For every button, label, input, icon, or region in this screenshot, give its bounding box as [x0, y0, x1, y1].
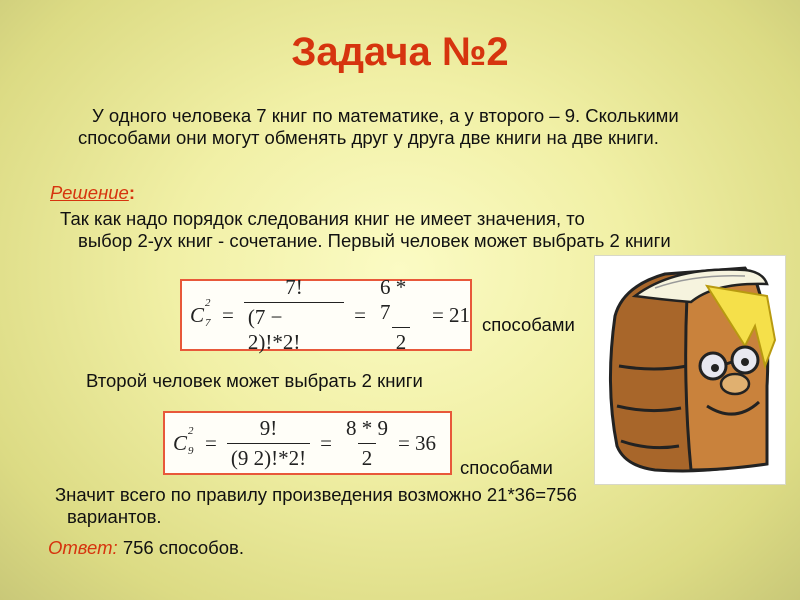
fraction-product: $\frac{6 * 7}{2}$	[376, 275, 426, 355]
equals-sign: =	[205, 430, 217, 455]
problem-statement	[78, 105, 768, 149]
ways-label-2: способами	[460, 457, 553, 478]
fraction-factorial: $\frac{7!}{(7 - 2)!*2!}$	[244, 275, 344, 355]
solution-label: Решение	[50, 182, 129, 203]
equals-sign: =	[222, 302, 234, 327]
ways-label-1: способами	[482, 314, 575, 335]
formula-result: = 36	[397, 430, 437, 455]
solution-heading	[50, 182, 135, 204]
conclusion-text	[55, 484, 745, 528]
formula-box-2	[163, 411, 452, 475]
book-character-icon	[594, 255, 786, 485]
answer-text: 756 способов.	[117, 537, 244, 558]
solution-line-rest: выбор 2-ух книг - сочетание. Первый человек может выбрать 2 книги	[78, 230, 671, 251]
conclusion-line-rest: вариантов.	[67, 506, 162, 527]
solution-line-1: Так как надо порядок следования книг не имеет значения, то	[60, 208, 585, 229]
slide-title: Задача №2	[291, 30, 509, 74]
conclusion-line-1: Значит всего по правилу произведения возможно 21*36=756	[55, 484, 577, 505]
formula-box-1	[180, 275, 472, 354]
solution-text	[60, 208, 740, 252]
fraction-factorial: $\frac{9!}{(9 2)!*2!}$	[227, 416, 310, 471]
answer-label: Ответ:	[48, 537, 118, 558]
second-person-text: Второй человек может выбрать 2 книги	[86, 370, 423, 391]
combination-symbol: C 2 7	[190, 296, 211, 329]
answer	[48, 537, 244, 559]
equals-sign: =	[354, 302, 366, 327]
equals-sign: =	[320, 430, 332, 455]
solution-colon: :	[128, 182, 135, 203]
combination-symbol: C 2 9	[173, 424, 194, 457]
formula-result: = 21	[431, 302, 471, 327]
problem-text: У одного человека 7 книг по математике, а у второго – 9. Сколькими способами они могут обменять друг у друга две книги на две книги.	[78, 105, 679, 148]
fraction-product: $\frac{8 * 9}{2}$	[345, 415, 388, 470]
